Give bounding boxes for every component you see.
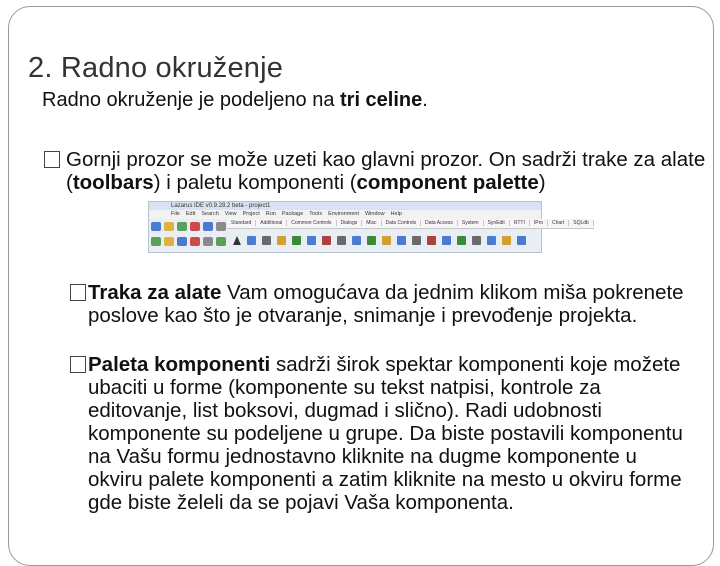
ide-menu-item: Tools [309,211,323,217]
ide-component-icon [247,236,256,245]
ide-component-icon [472,236,481,245]
ide-menu-item: Project [242,211,260,217]
bullet-1-text-3: ) [538,171,546,194]
ide-palette-tab: Common Controls [287,220,336,226]
ide-menu-item: View [224,211,237,217]
ide-component-icon [352,236,361,245]
ide-component-icon [517,236,526,245]
bullet-3-body: sadrži širok spektar komponenti koje možete ubaciti u forme (komponente su tekst natpisi, kontrole za editovanje, list boksovi, dugmad i slično). Radi udobnosti komponente su podeljene u grupe. Da biste postavili komponentu na Vašu formu jednostavno kliknite na dugme komponente u okviru palete komponenti a zatim kliknite na mesto u okviru forme gde biste želeli da se pojavi Vaša komponenta. [88,353,683,514]
ide-menu-item: File [171,211,180,217]
ide-palette-tab: Standard [227,220,256,226]
bullet-2-bold: Traka za alate [88,281,222,304]
bullet-2-body: Vam omogućava da jednim klikom miša pokrenete poslove kao što je otvaranje, snimanje i prevođenje projekta. [88,281,684,327]
subtitle-bold-1: Radno [42,89,101,111]
slide-subtitle [42,89,428,112]
bullet-1-text [66,148,706,194]
ide-component-icon [367,236,376,245]
ide-palette-tab: IPro [530,220,548,226]
bullet-1 [44,148,706,194]
ide-component-icon [292,236,301,245]
ide-palette-tab: System [458,220,484,226]
bullet-3-bold: Paleta komponenti [88,353,271,376]
ide-tool-icon [190,237,200,246]
ide-tool-icon [177,237,187,246]
ide-tool-icon [164,237,174,246]
ide-title-bar: Lazarus IDE v0.9.28.2 beta - project1 [149,202,541,210]
ide-palette-icons [227,229,594,251]
ide-pointer-icon [233,236,241,245]
ide-toolbar-screenshot [148,201,589,253]
ide-palette-tab: Additional [256,220,287,226]
ide-component-palette [227,219,594,252]
ide-menu-item: Environment [328,211,359,217]
ide-palette-tab: RTTI [510,220,530,226]
subtitle-bold-2: tri celine [340,89,423,111]
ide-palette-tab: SQLdb [569,220,594,226]
ide-component-icon [442,236,451,245]
ide-tool-icon [177,222,187,231]
ide-component-icon [457,236,466,245]
bullet-2-text [88,281,688,327]
bullet-box-icon [70,284,86,301]
bullet-1-text-1: Gornji prozor se može uzeti kao glavni prozor. On sadrži trake za alate ( [66,148,706,194]
ide-palette-tab: Dialogs [337,220,363,226]
ide-speed-buttons [149,219,227,252]
ide-component-icon [322,236,331,245]
ide-component-icon [487,236,496,245]
slide-title: 2. Radno okruženje [28,52,284,84]
ide-tool-icon [216,222,226,231]
bullet-box-icon [44,151,60,168]
ide-menu-item: Edit [185,211,196,217]
ide-palette-tabs [227,219,594,229]
ide-tool-icon [203,237,213,246]
ide-tool-icon [203,222,213,231]
ide-palette-tab: Data Access [421,220,458,226]
ide-menu-bar [149,210,541,219]
ide-palette-tab: SynEdit [484,220,510,226]
ide-component-icon [277,236,286,245]
ide-component-icon [502,236,511,245]
ide-tool-icon [216,237,226,246]
ide-component-icon [262,236,271,245]
ide-tool-icon [190,222,200,231]
ide-tool-icon [164,222,174,231]
subtitle-text-1: okruženje je podeljeno na [100,89,340,111]
ide-palette-tab: Chart [548,220,569,226]
ide-menu-item: Package [281,211,304,217]
ide-menu-item: Run [265,211,276,217]
bullet-3-text [88,353,688,514]
ide-menu-item: Help [390,211,402,217]
ide-menu-item: Search [201,211,219,217]
subtitle-text-2: . [422,89,428,111]
bullet-1-bold-1: toolbars [72,171,154,194]
bullet-1-bold-2: component palette [356,171,539,194]
ide-tool-icon [151,237,161,246]
ide-component-icon [397,236,406,245]
ide-component-icon [412,236,421,245]
ide-menu-item: Window [364,211,385,217]
ide-component-icon [382,236,391,245]
ide-palette-tab: Misc [362,220,381,226]
ide-component-icon [427,236,436,245]
ide-tool-icon [151,222,161,231]
bullet-1-text-2: ) i paletu komponenti ( [153,171,357,194]
ide-component-icon [307,236,316,245]
ide-component-icon [337,236,346,245]
ide-palette-tab: Data Controls [382,220,422,226]
bullet-box-icon [70,356,86,373]
